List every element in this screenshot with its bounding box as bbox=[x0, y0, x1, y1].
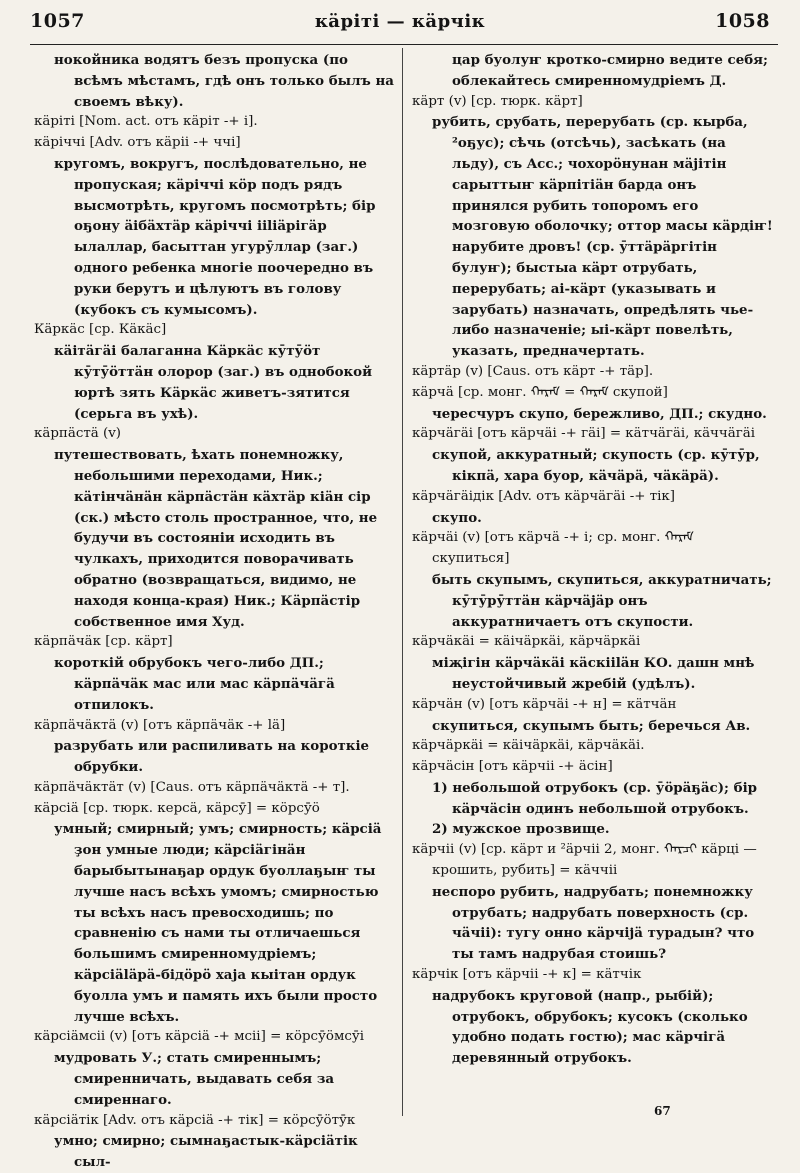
definition-text: кäiтäгäi балаганна Кäркäс кӯтӯöт кӯтӯӧттäн олорор (заг.) въ однобокой юртѣ зять Кäркäс живетъ-зятится (серьга въ ухѣ). bbox=[54, 343, 373, 422]
definition-text: умно; смирно; сымнаҕастык-кäрсiäтiк сыл- bbox=[54, 1133, 358, 1171]
definition-text: мудровать У.; стать смиреннымъ; смиренничать, выдавать себя за смиреннаго. bbox=[54, 1050, 335, 1108]
definition-continuation: цар буолуҥ кротко-смирно ведите себя; облекайтесь смиренномудрiемъ Д. bbox=[452, 52, 769, 89]
dictionary-headword-entry: кäрчiк [отъ кäрчii ‑+ к] = кäтчiк bbox=[412, 967, 642, 983]
header-rule bbox=[30, 44, 778, 45]
dictionary-headword-entry: кäрчäгäiдiк [Adv. отъ кäрчäгäi ‑+ тiк] bbox=[412, 488, 675, 504]
dictionary-headword-entry: кäрчäкäi = кäiчäркäi, кäрчäркäi bbox=[412, 634, 641, 650]
definition-text: путешествовать, ѣхать понемножку, небольшими переходами, Ник.; кäтiнчäнäн кäрпäстäн кäхтäр кiäн сiр (ск.) мѣсто столь пространное, что, не будучи въ состоянiи исходить въ чулкахъ, приходится поворачивать обратно (возвращаться, видимо, не находя конца-края) Ник.; Кäрпäстiр собственное имя Худ. bbox=[54, 447, 378, 630]
definition-text: мiҗiгiн кäрчäкäi кäскiiläн КО. дашн мнѣ неустойчивый жребiй (удѣлъ). bbox=[432, 655, 755, 692]
dictionary-headword-entry: кäртäр (v) [Caus. отъ кäрт ‑+ тäр]. bbox=[412, 363, 654, 379]
definition-text: чересчуръ скупо, бережливо, ДП.; скудно. bbox=[432, 405, 767, 422]
page-number-right: 1058 bbox=[715, 10, 770, 32]
left-column bbox=[34, 50, 396, 1173]
right-column bbox=[412, 50, 774, 1069]
dictionary-headword-entry: кäрчii (v) [ср. кäрт и ²äрчii 2, монг. ᠬᠠᠷᠴᠢ кäрцi — крошить, рубить] = кäччii bbox=[412, 842, 757, 879]
definition-text: скупо. bbox=[432, 509, 482, 526]
running-title: кäрiтi — кäрчiк bbox=[314, 11, 486, 32]
definition-text: нокойника водятъ безъ пропуска (по всѣмъ мѣстамъ, гдѣ онъ только былъ на своемъ вѣку). bbox=[54, 52, 394, 110]
dictionary-headword-entry: кäрпäчäк [ср. кäрт] bbox=[34, 634, 173, 650]
dictionary-headword-entry: кäрчäi (v) [отъ кäрчä ‑+ i; ср. монг. ᠬᠠᠷᠠᠮ скупиться] bbox=[412, 530, 694, 567]
definition-text: 2) мужское прозвище. bbox=[432, 821, 610, 838]
page-header bbox=[30, 10, 770, 38]
definition-text: разрубать или распиливать на короткiе обрубки. bbox=[54, 738, 370, 776]
dictionary-headword-entry: кäрчäркäi = кäiчäркäi, кäрчäкäi. bbox=[412, 738, 645, 754]
dictionary-headword-entry: Кäркäс [ср. Кäкäс] bbox=[34, 322, 167, 338]
definition-text: быть скупымъ, скупиться, аккуратничать; кӯтӯрӯттäн кäрчäjäр онъ аккуратничаетъ отъ скупости. bbox=[432, 571, 772, 630]
dictionary-headword-entry: кäрпäстä (v) bbox=[34, 426, 121, 442]
dictionary-headword-entry: кäрсiäмсii (v) [отъ кäрсiä ‑+ мсii] = кöрсӯöмсӯi bbox=[34, 1029, 365, 1045]
dictionary-headword-entry: кäрчäгäi [отъ кäрчäi ‑+ гäi] = кäтчäгäi, кäччäгäi bbox=[412, 426, 756, 442]
definition-text: короткiй обрубокъ чего-либо ДП.; кäрпäчäк мас или мас кäрпäчäгä отпилокъ. bbox=[54, 655, 335, 713]
definition-text: умный; смирный; умъ; смирность; кäрсiä ҙон умные люди; кäрсiäгiнäн барыбытынаҕар ордук буоллаҕыҥ ты лучше насъ всѣхъ умомъ; смирностью ты всѣхъ насъ превосходишь; по сравненiю съ нами ты отличаешься большимъ смиренномудрiемъ; кäрсiäläрä-бiдöрö хаjа кыiтан ордук буолла умъ и память ихъ были просто лучше всѣхъ. bbox=[54, 821, 382, 1025]
dictionary-headword-entry: кäрсiä [ср. тюрк. керсä, кäрсӯ] = кöрсӯö bbox=[34, 800, 320, 816]
column-divider bbox=[402, 48, 403, 1116]
dictionary-headword-entry: кäрсiäтiк [Adv. отъ кäрсiä ‑+ тiк] = кöрсӯöтӯк bbox=[34, 1112, 356, 1128]
definition-text: 1) небольшой отрубокъ (ср. ӯöрäҕäс); бiр кäрчäсiн одинъ небольшой отрубокъ. bbox=[432, 779, 758, 817]
definition-text: надрубокъ круговой (напр., рыбiй); отрубокъ, обрубокъ; кусокъ (сколько удобно подать гостю); мас кäрчiгä деревянный отрубокъ. bbox=[432, 987, 748, 1067]
definition-text: кругомъ, вокругъ, послѣдовательно, не пропуская; кäрiччi кöр подъ рядъ высмотрѣть, кругомъ посмотрѣть; бiр оҕону äiбäхтäр кäрiччi iiliäрiгäр ылаллар, басыттан угурӯллар (заг.) одного ребенка многiе поочередно въ руки берутъ и цѣлуютъ въ голову (кубокъ съ кумысомъ). bbox=[54, 155, 376, 318]
definition-text: неспоро рубить, надрубать; понемножку отрубать; надрубать поверхность (ср. чäчii): тугу онно кäрчiјä турадын? что ты тамъ надрубая стоишь? bbox=[432, 883, 755, 963]
dictionary-headword-entry: кäрпäчäктäт (v) [Caus. отъ кäрпäчäктä ‑+ т]. bbox=[34, 779, 350, 795]
dictionary-headword-entry: кäрчäсiн [отъ кäрчii ‑+ äсiн] bbox=[412, 759, 613, 775]
definition-text: скупой, аккуратный; скупость (ср. кӯтӯр, кiкпä, хара буор, кäчäрä, чäкäрä). bbox=[432, 447, 760, 484]
page-number-left: 1057 bbox=[30, 10, 85, 32]
dictionary-headword-entry: кäрчäн (v) [отъ кäрчäi ‑+ н] = кäтчäн bbox=[412, 696, 677, 712]
dictionary-headword-entry: кäрiччi [Adv. отъ кäрii ‑+ ччi] bbox=[34, 135, 241, 151]
dictionary-headword-entry: кäрт (v) [ср. тюрк. кäрт] bbox=[412, 93, 583, 109]
definition-text: скупиться, скупымъ быть; беречься Ав. bbox=[432, 717, 751, 734]
page-footer-number: 67 bbox=[654, 1104, 671, 1118]
dictionary-headword-entry: кäрiтi [Nom. act. отъ кäрiт ‑+ i]. bbox=[34, 114, 258, 130]
dictionary-headword-entry: кäрчä [ср. монг. ᠬᠠᠷᠠᠮ = ᠬᠠᠷᠠᠮ скупой] bbox=[412, 384, 668, 400]
definition-text: рубить, срубать, перерубать (ср. кырба, ²оҕус); сѣчь (отсѣчь), засѣкать (на льду), съ Acc.; чохорӧнунан мäjiтiн сарыттыҥ кäрпiтiäн барда онъ принялся рубить топоромъ его мозговую оболочку; оттор масы кäрдiҥ! нарубите дровъ! (ср. ӯттäрäргiтiн булуҥ); быстыа кäрт отрубать, перерубать; аi-кäрт (указывать и зарубать) назначать, опредѣлять чье-либо назначенiе; ыi-кäрт повелѣть, указать, предначертать. bbox=[432, 114, 773, 360]
dictionary-headword-entry: кäрпäчäктä (v) [отъ кäрпäчäк ‑+ lä] bbox=[34, 717, 286, 733]
